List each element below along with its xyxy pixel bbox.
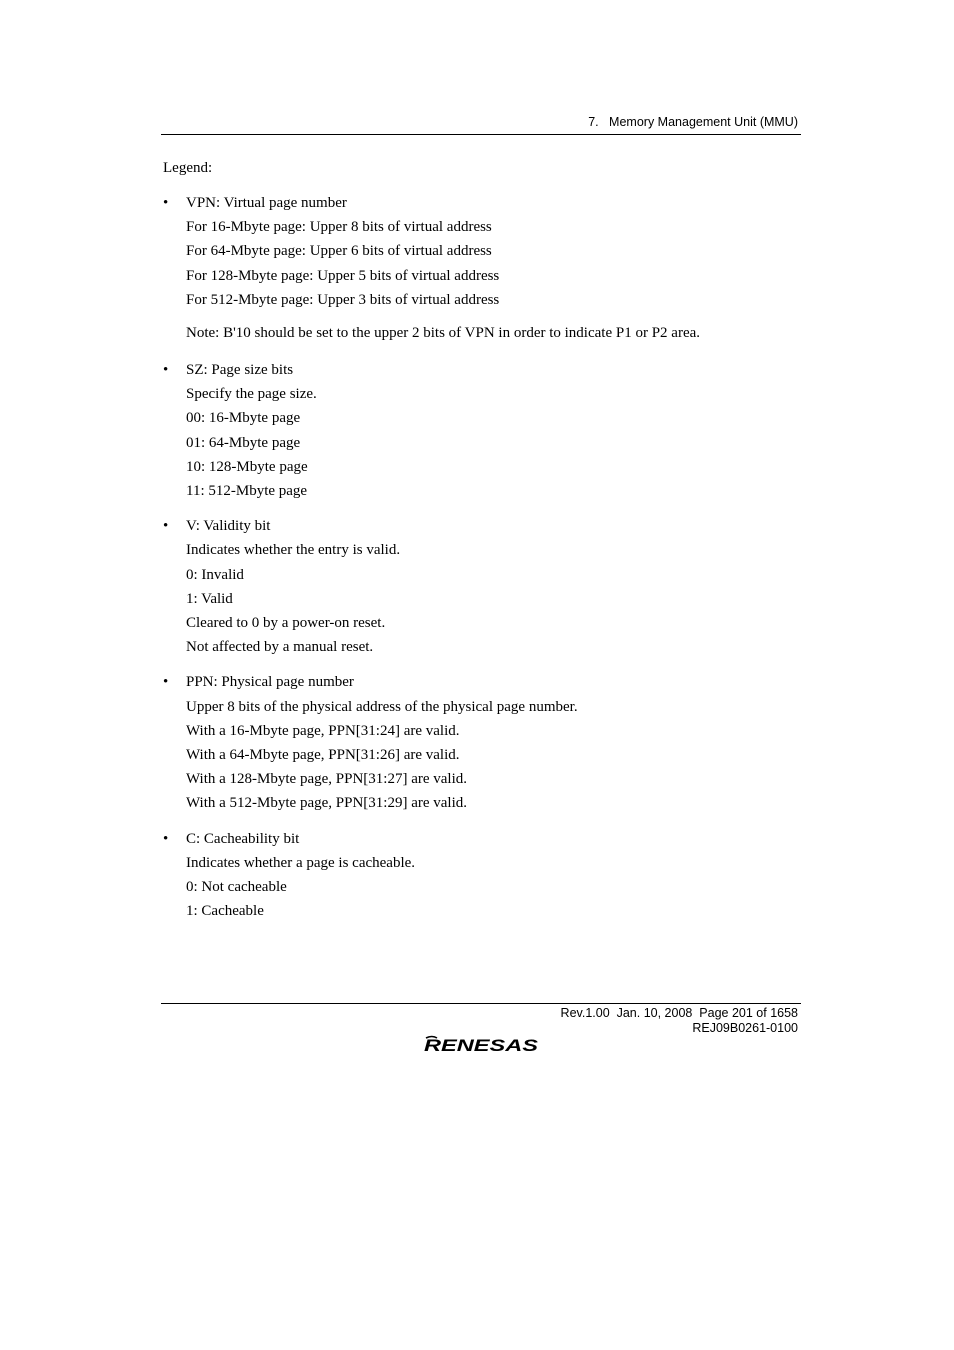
footer-rule <box>161 1003 801 1004</box>
legend-item-ppn <box>163 670 803 815</box>
item-line: With a 512-Mbyte page, PPN[31:29] are valid. <box>186 795 468 812</box>
legend-item-vpn <box>163 191 803 312</box>
vpn-note: Note: B'10 should be set to the upper 2 bits of VPN in order to indicate P1 or P2 area. <box>186 325 701 342</box>
legend-item-v <box>163 514 803 659</box>
bullet-icon: • <box>163 674 169 691</box>
bullet-icon: • <box>163 362 169 379</box>
item-line: Upper 8 bits of the physical address of the physical page number. <box>186 698 578 715</box>
item-heading: SZ: Page size bits <box>186 362 294 379</box>
item-line: Cleared to 0 by a power-on reset. <box>186 615 386 632</box>
item-heading: C: Cacheability bit <box>186 830 300 847</box>
item-line: With a 64-Mbyte page, PPN[31:26] are valid. <box>186 747 460 764</box>
legend-label: Legend: <box>163 160 213 176</box>
item-line: 1: Cacheable <box>186 903 264 920</box>
document-number: REJ09B0261-0100 <box>692 1021 798 1035</box>
item-line: 0: Not cacheable <box>186 879 287 896</box>
item-line: 01: 64-Mbyte page <box>186 434 301 451</box>
legend-item-sz <box>163 358 803 503</box>
header-rule <box>161 134 801 135</box>
item-line: For 128-Mbyte page: Upper 5 bits of virtual address <box>186 267 500 284</box>
running-header: 7. Memory Management Unit (MMU) <box>588 115 798 129</box>
item-line: For 512-Mbyte page: Upper 3 bits of virtual address <box>186 291 500 308</box>
legend-item-c <box>163 827 803 924</box>
item-line: 0: Invalid <box>186 566 244 583</box>
item-line: 11: 512-Mbyte page <box>186 483 308 500</box>
logo-wordmark: RENESAS <box>424 1036 539 1055</box>
page-footer <box>561 1006 798 1036</box>
item-line: For 64-Mbyte page: Upper 6 bits of virtual address <box>186 243 492 260</box>
item-heading: VPN: Virtual page number <box>186 195 347 211</box>
item-line: With a 16-Mbyte page, PPN[31:24] are valid. <box>186 722 460 739</box>
page-body <box>163 157 803 934</box>
item-line: For 16-Mbyte page: Upper 8 bits of virtual address <box>186 219 492 236</box>
bullet-icon: • <box>163 830 169 847</box>
revision-line: Rev.1.00 Jan. 10, 2008 Page 201 of 1658 <box>560 1006 798 1020</box>
item-line: Specify the page size. <box>186 386 317 403</box>
item-line: 1: Valid <box>186 590 233 607</box>
item-heading: V: Validity bit <box>186 518 271 535</box>
bullet-icon: • <box>163 518 169 535</box>
renesas-logo <box>422 1034 540 1056</box>
item-line: 10: 128-Mbyte page <box>186 458 308 475</box>
item-line: With a 128-Mbyte page, PPN[31:27] are valid. <box>186 771 468 788</box>
item-line: Not affected by a manual reset. <box>186 639 374 656</box>
item-heading: PPN: Physical page number <box>186 674 354 691</box>
item-line: Indicates whether the entry is valid. <box>186 542 401 559</box>
item-line: Indicates whether a page is cacheable. <box>186 854 416 871</box>
item-line: 00: 16-Mbyte page <box>186 410 301 427</box>
bullet-icon: • <box>163 195 169 211</box>
